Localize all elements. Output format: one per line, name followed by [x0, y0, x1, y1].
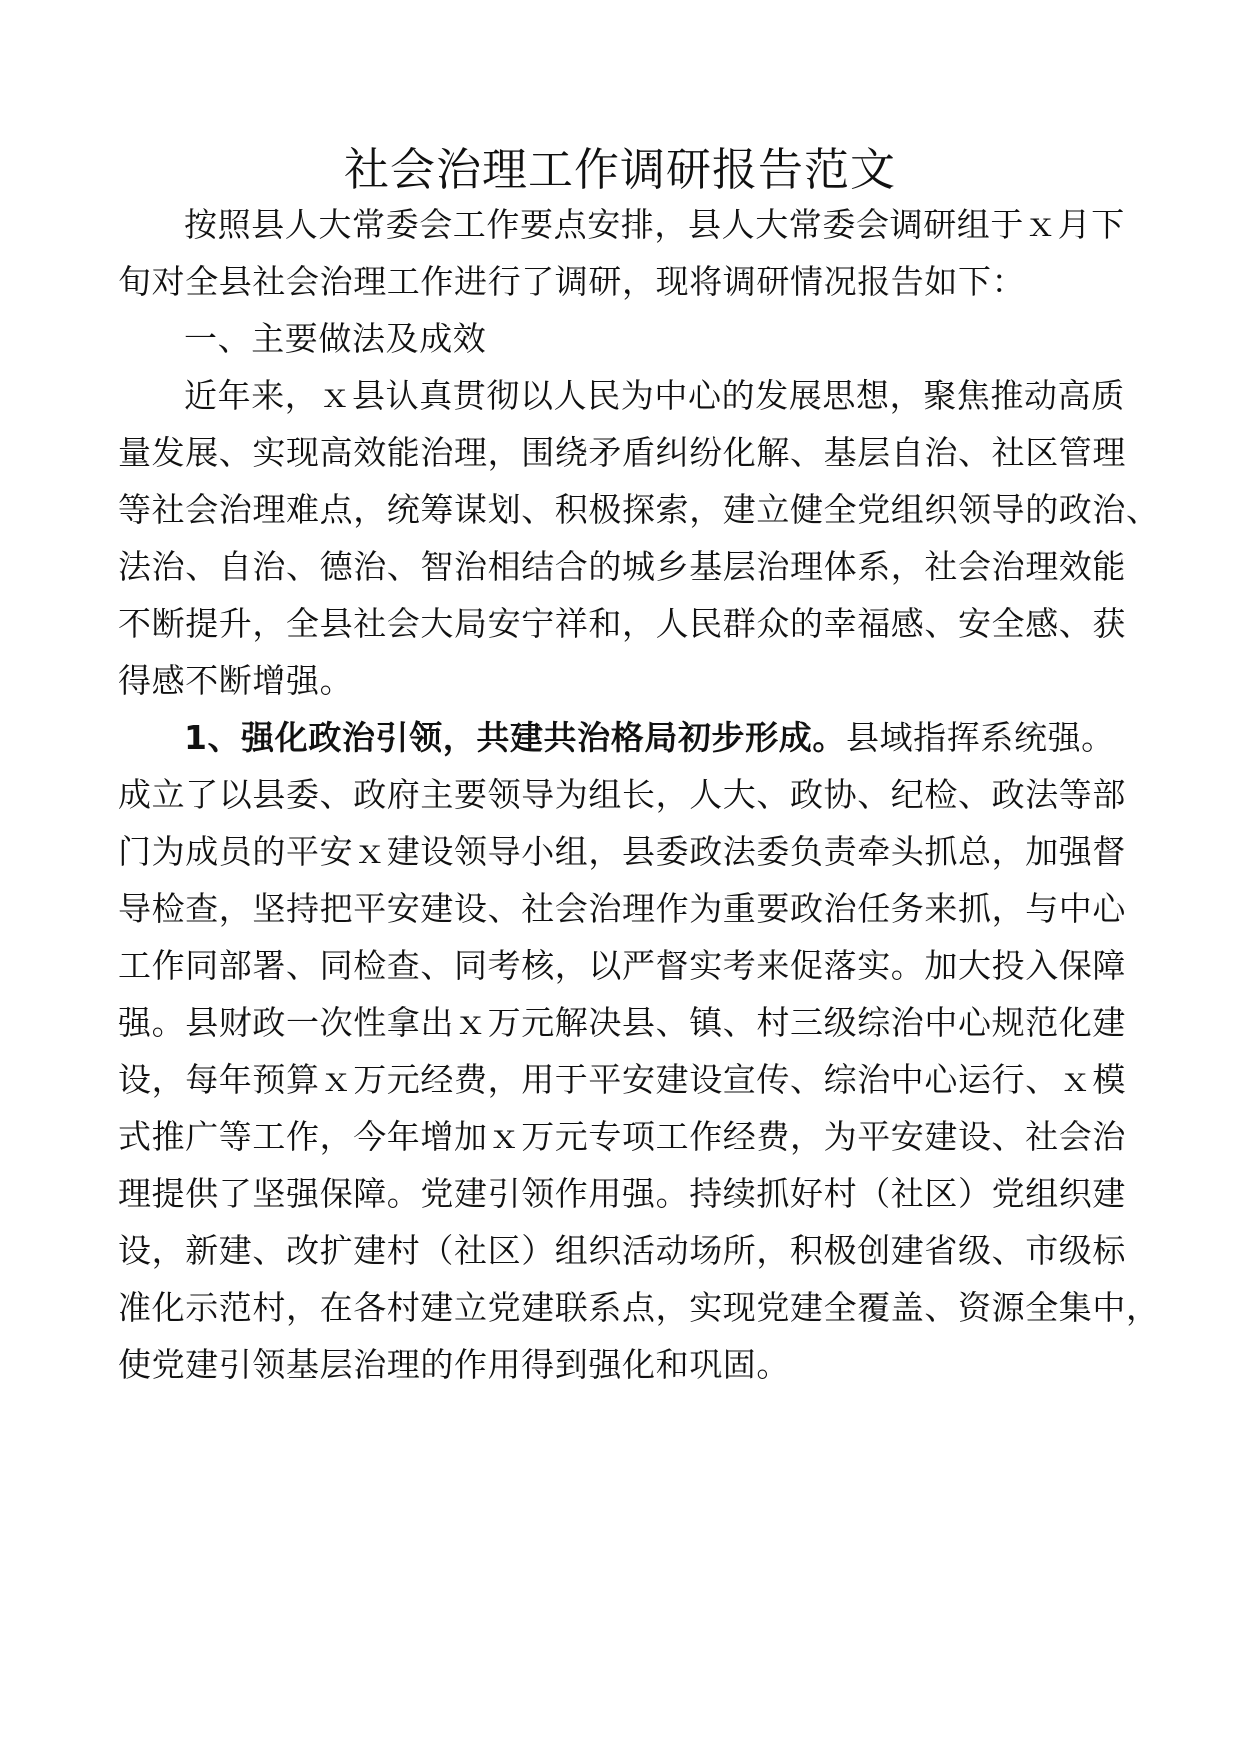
paragraph-line: 设，新建、改扩建村（社区）组织活动场所，积极创建省级、市级标 [118, 1231, 1126, 1270]
paragraph-line: 准化示范村，在各村建立党建联系点，实现党建全覆盖、资源全集中， [118, 1288, 1160, 1327]
paragraph-line: 等社会治理难点，统筹谋划、积极探索，建立健全党组织领导的政治、 [118, 490, 1160, 529]
paragraph-line: 工作同部署、同检查、同考核，以严督实考来促落实。加大投入保障 [118, 946, 1126, 985]
paragraph-line: 导检查，坚持把平安建设、社会治理作为重要政治任务来抓，与中心 [118, 889, 1126, 928]
paragraph-line [184, 718, 1115, 758]
paragraph-line: 式推广等工作，今年增加ｘ万元专项工作经费，为平安建设、社会治 [118, 1117, 1126, 1156]
paragraph-line: 法治、自治、德治、智治相结合的城乡基层治理体系，社会治理效能 [118, 547, 1126, 586]
paragraph-line: 理提供了坚强保障。党建引领作用强。持续抓好村（社区）党组织建 [118, 1174, 1126, 1213]
paragraph-line: 量发展、实现高效能治理，围绕矛盾纠纷化解、基层自治、社区管理 [118, 433, 1126, 472]
document-title: 社会治理工作调研报告范文 [343, 143, 896, 196]
subsection-heading: 1、强化政治引领，共建共治格局初步形成。 [184, 718, 846, 757]
paragraph-line: 近年来，ｘ县认真贯彻以人民为中心的发展思想，聚焦推动高质 [184, 376, 1125, 415]
paragraph-line: 按照县人大常委会工作要点安排，县人大常委会调研组于ｘ月下 [184, 205, 1125, 244]
paragraph-line: 使党建引领基层治理的作用得到强化和巩固。 [118, 1345, 790, 1384]
paragraph-line: 旬对全县社会治理工作进行了调研，现将调研情况报告如下： [118, 262, 1026, 301]
paragraph-line: 设，每年预算ｘ万元经费，用于平安建设宣传、综治中心运行、ｘ模 [118, 1060, 1126, 1099]
paragraph-line: 成立了以县委、政府主要领导为组长，人大、政协、纪检、政法等部 [118, 775, 1126, 814]
section-heading: 一、主要做法及成效 [184, 319, 487, 358]
paragraph-line: 强。县财政一次性拿出ｘ万元解决县、镇、村三级综治中心规范化建 [118, 1003, 1126, 1042]
paragraph-line: 不断提升，全县社会大局安宁祥和，人民群众的幸福感、安全感、获 [118, 604, 1126, 643]
paragraph-text: 县域指挥系统强。 [845, 718, 1115, 757]
paragraph-line: 门为成员的平安ｘ建设领导小组，县委政法委负责牵头抓总，加强督 [118, 832, 1126, 871]
paragraph-line: 得感不断增强。 [118, 661, 354, 700]
